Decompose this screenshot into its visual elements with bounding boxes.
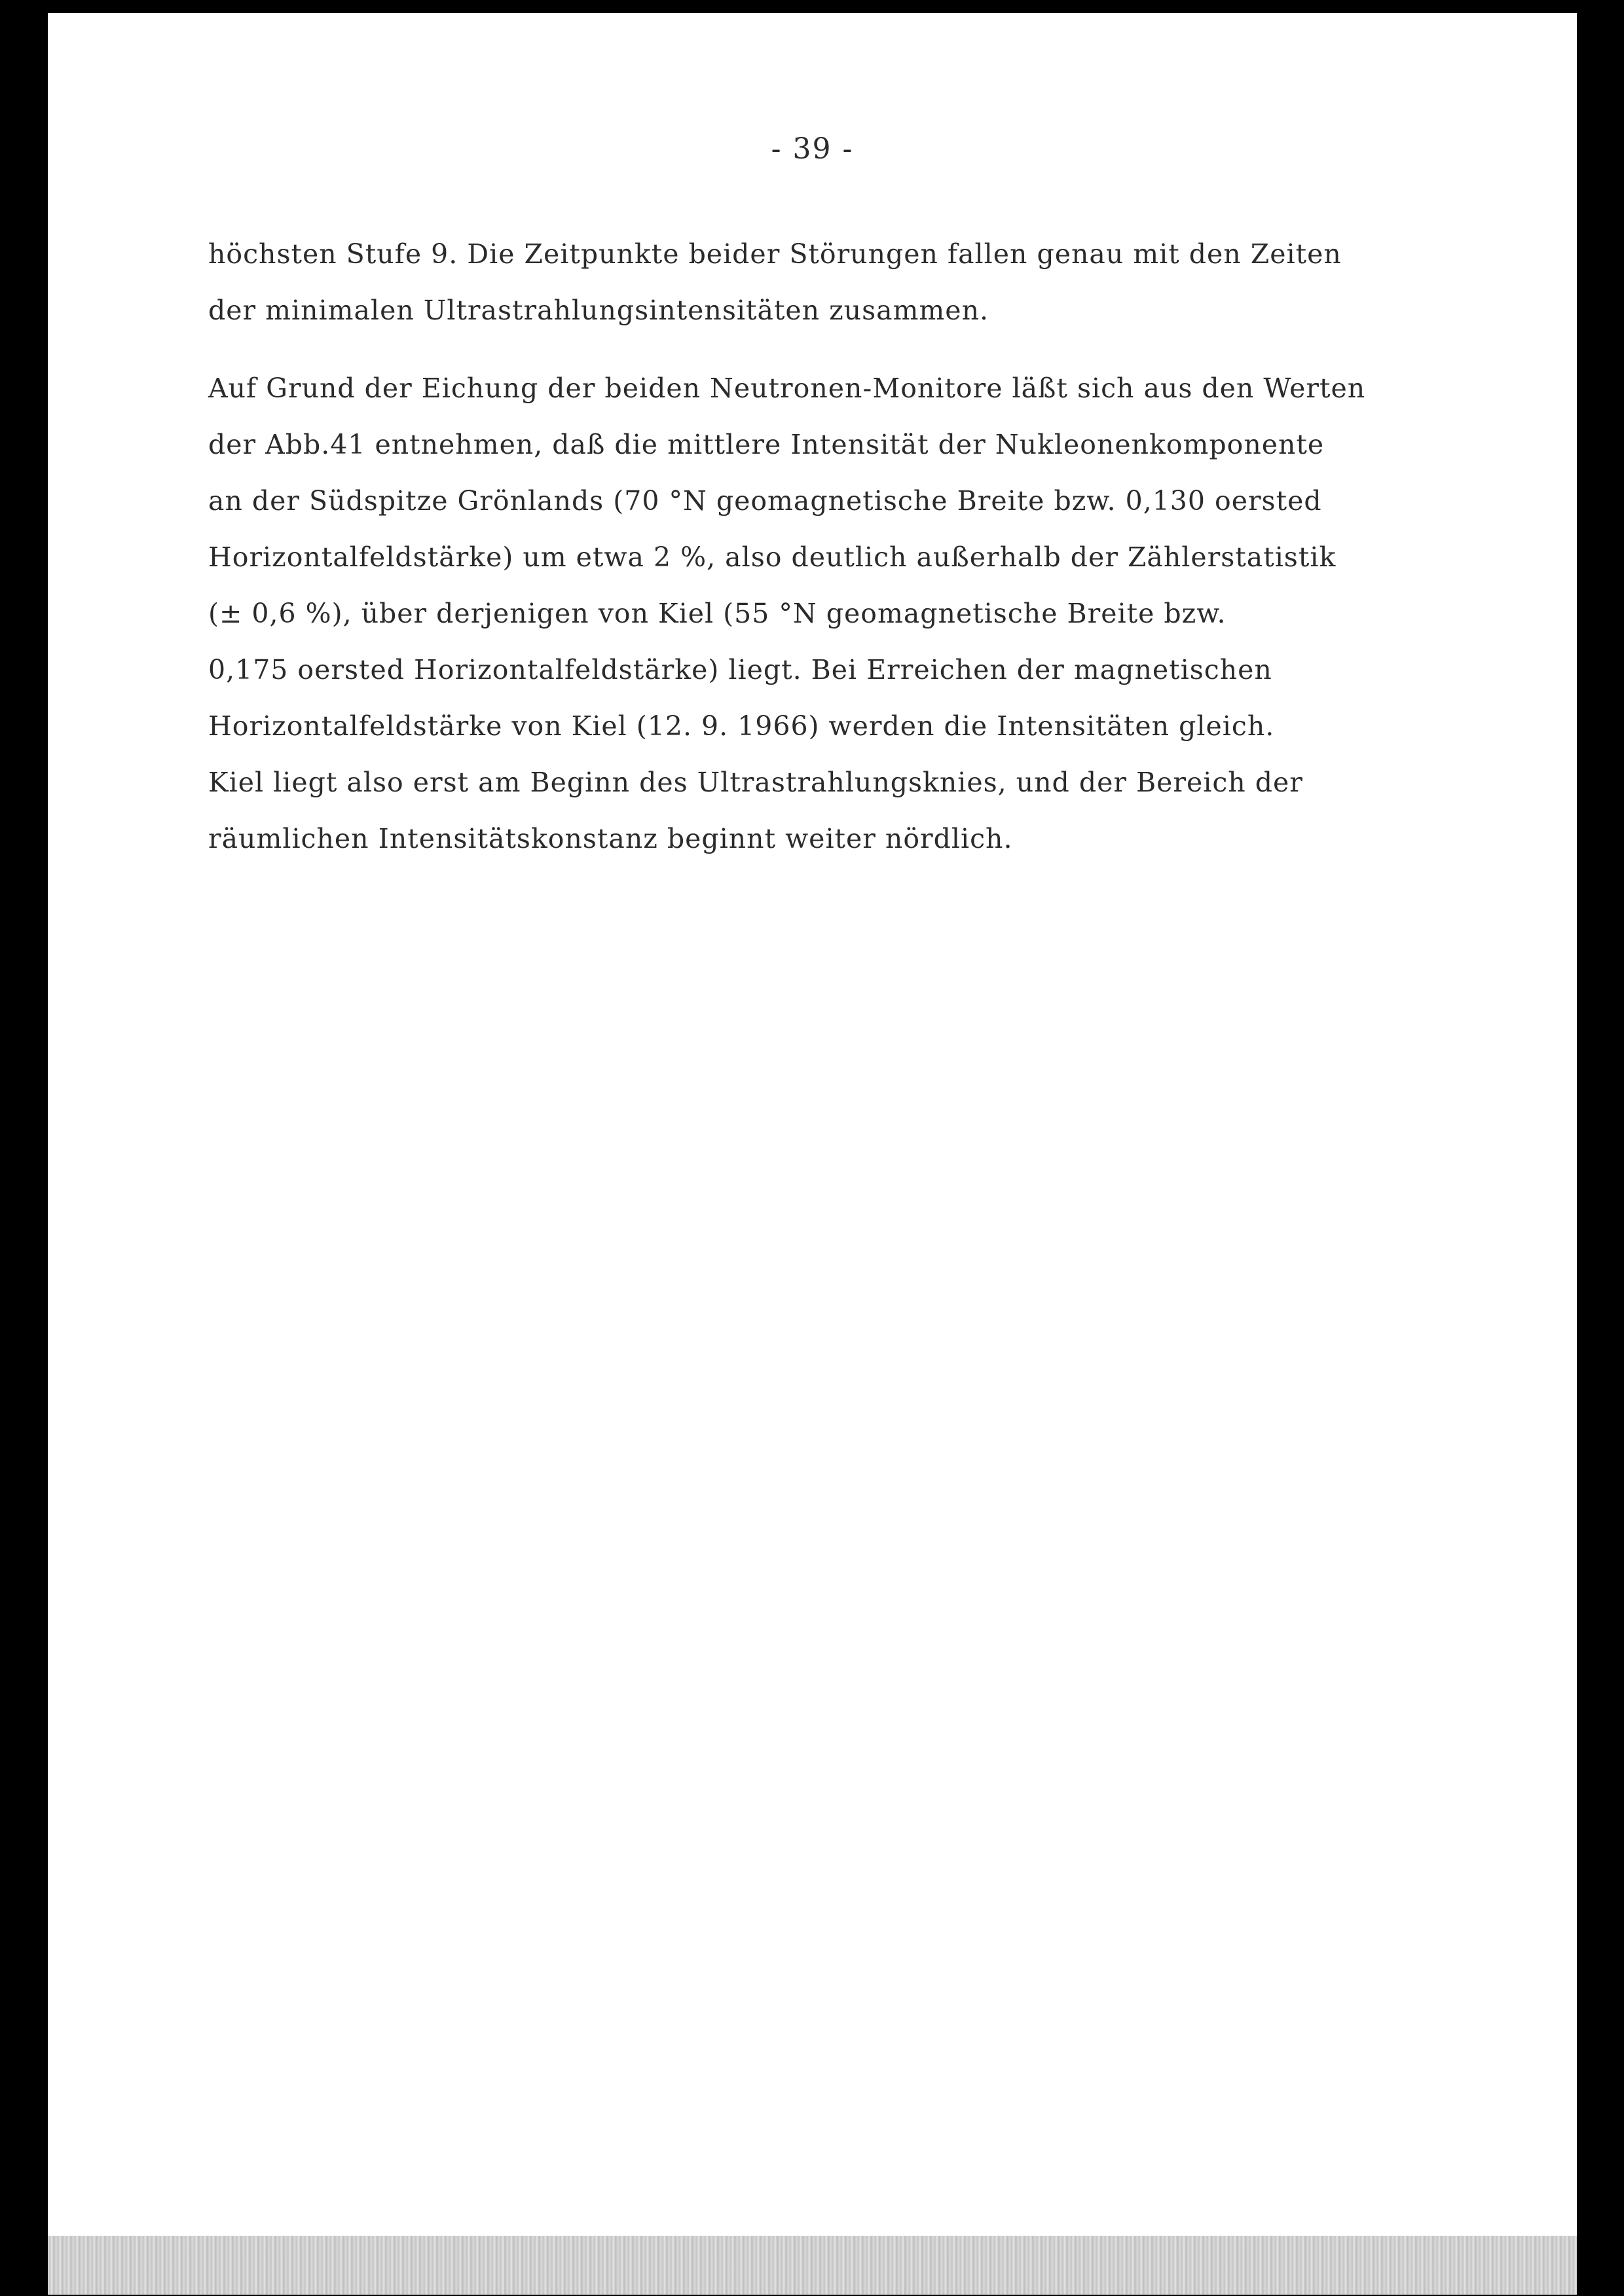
- text-line: der minimalen Ultrastrahlungsintensitäten zusammen.: [208, 295, 989, 326]
- scan-edge-strip: [48, 2236, 1577, 2295]
- text-line: Auf Grund der Eichung der beiden Neutronen-Monitore läßt sich aus den Werten: [208, 373, 1366, 404]
- page-number: - 39 -: [771, 132, 854, 166]
- text-line: räumlichen Intensitätskonstanz beginnt weiter nördlich.: [208, 823, 1013, 854]
- text-line: Horizontalfeldstärke) um etwa 2 %, also deutlich außerhalb der Zählerstatistik: [208, 541, 1337, 573]
- text-line: Horizontalfeldstärke von Kiel (12. 9. 1966) werden die Intensitäten gleich.: [208, 710, 1275, 742]
- text-line: höchsten Stufe 9. Die Zeitpunkte beider Störungen fallen genau mit den Zeiten: [208, 238, 1342, 270]
- paragraph-1: [208, 226, 1577, 338]
- document-page: [48, 13, 1577, 2295]
- text-line: Kiel liegt also erst am Beginn des Ultrastrahlungsknies, und der Bereich der: [208, 767, 1303, 798]
- text-line: 0,175 oersted Horizontalfeldstärke) liegt. Bei Erreichen der magnetischen: [208, 654, 1272, 685]
- paragraph-2: [208, 360, 1577, 867]
- text-line: (± 0,6 %), über derjenigen von Kiel (55 °N geomagnetische Breite bzw.: [208, 598, 1227, 629]
- text-line: an der Südspitze Grönlands (70 °N geomagnetische Breite bzw. 0,130 oersted: [208, 485, 1322, 517]
- text-line: der Abb.41 entnehmen, daß die mittlere Intensität der Nukleonenkomponente: [208, 429, 1325, 460]
